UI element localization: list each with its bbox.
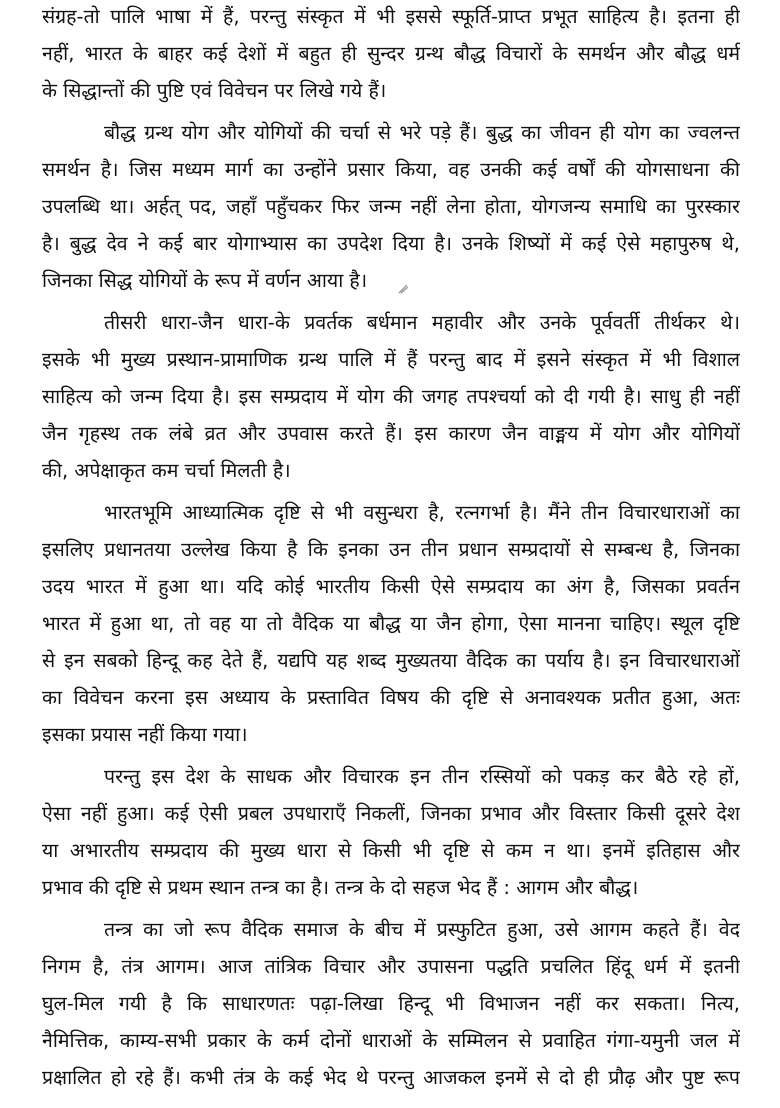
text-line: साहित्य को जन्म दिया है। इस सम्प्रदाय में योग की जगह तपश्चर्या को दी गयी है। साधु ही नहीं (42, 385, 740, 408)
text-line: इसका प्रयास नहीं किया गया। (42, 723, 248, 746)
text-line: उदय भारत में हुआ था। यदि कोई भारतीय किसी ऐसे सम्प्रदाय का अंग है, जिसका प्रवर्तन (42, 575, 740, 598)
text-line: प्रक्षालित हो रहे हैं। कभी तंत्र के कई भेद थे परन्तु आजकल इनमें से दो ही प्रौढ़ और पुष्ट रूप (42, 1066, 740, 1089)
text-line: ऐसा नहीं हुआ। कई ऐसी प्रबल उपधाराएँ निकलीं, जिनका प्रभाव और विस्तार किसी दूसरे देश (42, 802, 740, 825)
text-line: संग्रह-तो पालि भाषा में हैं, परन्तु संस्कृत में भी इससे स्फूर्ति-प्राप्त प्रभूत साहित्य है। इतना ही (42, 5, 740, 28)
text-line: समर्थन है। जिस मध्यम मार्ग का उन्होंने प्रसार किया, वह उनकी कई वर्षों की योगसाधना की (42, 158, 740, 181)
text-line: नहीं, भारत के बाहर कई देशों में बहुत ही सुन्दर ग्रन्थ बौद्ध विचारों के समर्थन और बौद्ध धर्म (42, 42, 740, 65)
text-line: के सिद्धान्तों की पुष्टि एवं विवेचन पर लिखे गये हैं। (42, 79, 387, 102)
text-line: का विवेचन करना इस अध्याय के प्रस्तावित विषय की दृष्टि से अनावश्यक प्रतीत हुआ, अतः (42, 686, 740, 709)
text-line: भारत में हुआ था, तो वह या तो वैदिक या बौद्ध या जैन होगा, ऐसा मानना चाहिए। स्थूल दृष्टि (42, 612, 740, 635)
text-line: भारतभूमि आध्यात्मिक दृष्टि से भी वसुन्धरा है, रत्नगर्भा है। मैंने तीन विचारधाराओं का (104, 501, 740, 524)
pencil-mark-icon (398, 284, 409, 294)
text-line: जिनका सिद्ध योगियों के रूप में वर्णन आया है। (42, 269, 368, 292)
text-line: है। बुद्ध देव ने कई बार योगाभ्यास का उपदेश दिया है। उनके शिष्यों में कई ऐसे महापुरुष थे, (42, 232, 740, 255)
text-line: की, अपेक्षाकृत कम चर्चा मिलती है। (42, 459, 291, 482)
text-line: निगम है, तंत्र आगम। आज तांत्रिक विचार और उपासना पद्धति प्रचलित हिंदू धर्म में इतनी (42, 955, 740, 978)
text-line: उपलब्धि था। अर्हत् पद, जहाँ पहुँचकर फिर जन्म नहीं लेना होता, योगजन्य समाधि का पुरस्कार (42, 195, 740, 218)
text-line: घुल-मिल गयी है कि साधारणतः पढ़ा-लिखा हिन्दू भी विभाजन नहीं कर सकता। नित्य, (42, 992, 740, 1015)
text-line: इसलिए प्रधानतया उल्लेख किया है कि इनका उन तीन प्रधान सम्प्रदायों से सम्बन्ध है, जिनका (42, 538, 740, 561)
text-line: से इन सबको हिन्दू कह देते हैं, यद्यपि यह शब्द मुख्यतया वैदिक का पर्याय है। इन विचारधाराओं (42, 649, 740, 672)
text-line: तन्त्र का जो रूप वैदिक समाज के बीच में प्रस्फुटित हुआ, उसे आगम कहते हैं। वेद (104, 918, 740, 941)
text-line: इसके भी मुख्य प्रस्थान-प्रामाणिक ग्रन्थ पालि में हैं परन्तु बाद में इसने संस्कृत में भी विशाल (42, 348, 740, 371)
text-line: तीसरी धारा-जैन धारा-के प्रवर्तक बर्धमान महावीर और उनके पूर्ववर्ती तीर्थकर थे। (104, 311, 740, 334)
text-line: जैन गृहस्थ तक लंबे व्रत और उपवास करते हैं। इस कारण जैन वाङ्मय में योग और योगियों (42, 422, 740, 445)
text-line: प्रभाव की दृष्टि से प्रथम स्थान तन्त्र का है। तन्त्र के दो सहज भेद हैं : आगम और बौद्ध। (42, 876, 639, 899)
text-line: परन्तु इस देश के साधक और विचारक इन तीन रस्सियों को पकड़ कर बैठे रहे हों, (104, 765, 740, 788)
text-line: या अभारतीय सम्प्रदाय की मुख्य धारा से किसी भी दृष्टि से कम न था। इनमें इतिहास और (42, 839, 740, 862)
text-line: बौद्ध ग्रन्थ योग और योगियों की चर्चा से भरे पड़े हैं। बुद्ध का जीवन ही योग का ज्वलन्त (104, 121, 740, 144)
text-line: नैमित्तिक, काम्य-सभी प्रकार के कर्म दोनों धाराओं के सम्मिलन से प्रवाहित गंगा-यमुनी जल में (42, 1029, 740, 1052)
